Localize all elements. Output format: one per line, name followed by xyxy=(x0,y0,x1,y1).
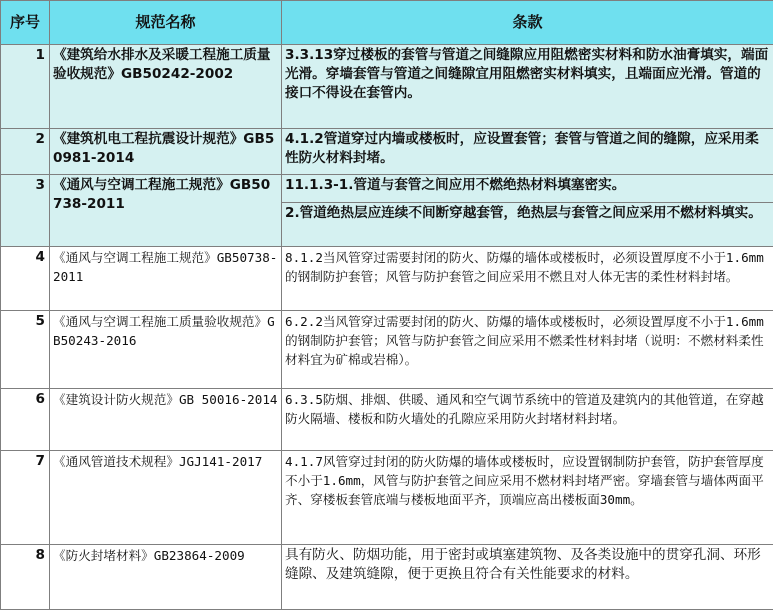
clause-text: 8.1.2当风管穿过需要封闭的防火、防爆的墙体或楼板时，必须设置厚度不小于1.6mm的钢制防护套管；风管与防护套管之间应采用不燃且对人体无害的柔性材料封堵。 xyxy=(282,247,773,311)
clause-text: 3.3.13穿过楼板的套管与管道之间缝隙应用阻燃密实材料和防水油膏填实，端面光滑。穿墙套管与管道之间缝隙宜用阻燃密实材料填实，且端面应光滑。管道的接口不得设在套管内。 xyxy=(282,45,773,129)
row-number: 7 xyxy=(1,451,50,545)
row-number: 1 xyxy=(1,45,50,129)
row-number: 3 xyxy=(1,175,50,247)
regulation-name: 《通风与空调工程施工质量验收规范》GB50243-2016 xyxy=(50,311,282,389)
header-no: 序号 xyxy=(1,1,50,45)
table-header-row xyxy=(1,1,773,45)
table-row xyxy=(1,129,773,175)
table-row xyxy=(1,389,773,451)
regulation-name: 《建筑设计防火规范》GB 50016-2014 xyxy=(50,389,282,451)
table-row xyxy=(1,311,773,389)
regulation-name: 《通风管道技术规程》JGJ141-2017 xyxy=(50,451,282,545)
clause-text: 6.2.2当风管穿过需要封闭的防火、防爆的墙体或楼板时，必须设置厚度不小于1.6mm的钢制防护套管；风管与防护套管之间应采用不燃柔性材料封堵（说明：不燃材料柔性材料宜为矿棉或岩棉）。 xyxy=(282,311,773,389)
regulation-name: 《建筑给水排水及采暖工程施工质量验收规范》GB50242-2002 xyxy=(50,45,282,129)
clause-text: 具有防火、防烟功能，用于密封或填塞建筑物、及各类设施中的贯穿孔洞、环形缝隙、及建筑缝隙，便于更换且符合有关性能要求的材料。 xyxy=(282,545,773,610)
row-number: 2 xyxy=(1,129,50,175)
clause-text: 2.管道绝热层应连续不间断穿越套管，绝热层与套管之间应采用不燃材料填实。 xyxy=(282,203,773,247)
regulation-name: 《通风与空调工程施工规范》GB50738-2011 xyxy=(50,175,282,247)
row-number: 6 xyxy=(1,389,50,451)
table-row xyxy=(1,451,773,545)
row-number: 8 xyxy=(1,545,50,610)
regulation-name: 《防火封堵材料》GB23864-2009 xyxy=(50,545,282,610)
clause-text: 6.3.5防烟、排烟、供暖、通风和空气调节系统中的管道及建筑内的其他管道，在穿越防火隔墙、楼板和防火墙处的孔隙应采用防火封堵材料封堵。 xyxy=(282,389,773,451)
row-number: 4 xyxy=(1,247,50,311)
table-row xyxy=(1,545,773,610)
regulation-name: 《通风与空调工程施工规范》GB50738-2011 xyxy=(50,247,282,311)
row-number: 5 xyxy=(1,311,50,389)
table-row xyxy=(1,175,773,203)
header-clause: 条款 xyxy=(282,1,773,45)
table-row xyxy=(1,45,773,129)
table-row xyxy=(1,247,773,311)
header-name: 规范名称 xyxy=(50,1,282,45)
regulation-name: 《建筑机电工程抗震设计规范》GB50981-2014 xyxy=(50,129,282,175)
clause-text: 11.1.3-1.管道与套管之间应用不燃绝热材料填塞密实。 xyxy=(282,175,773,203)
clause-text: 4.1.7风管穿过封闭的防火防爆的墙体或楼板时，应设置钢制防护套管，防护套管厚度不小于1.6mm，风管与防护套管之间应采用不燃材料封堵严密。穿墙套管与墙体两面平齐、穿楼板套管底端与楼板地面平齐，顶端应高出楼板面30mm。 xyxy=(282,451,773,545)
clause-text: 4.1.2管道穿过内墙或楼板时，应设置套管；套管与管道之间的缝隙，应采用柔性防火材料封堵。 xyxy=(282,129,773,175)
